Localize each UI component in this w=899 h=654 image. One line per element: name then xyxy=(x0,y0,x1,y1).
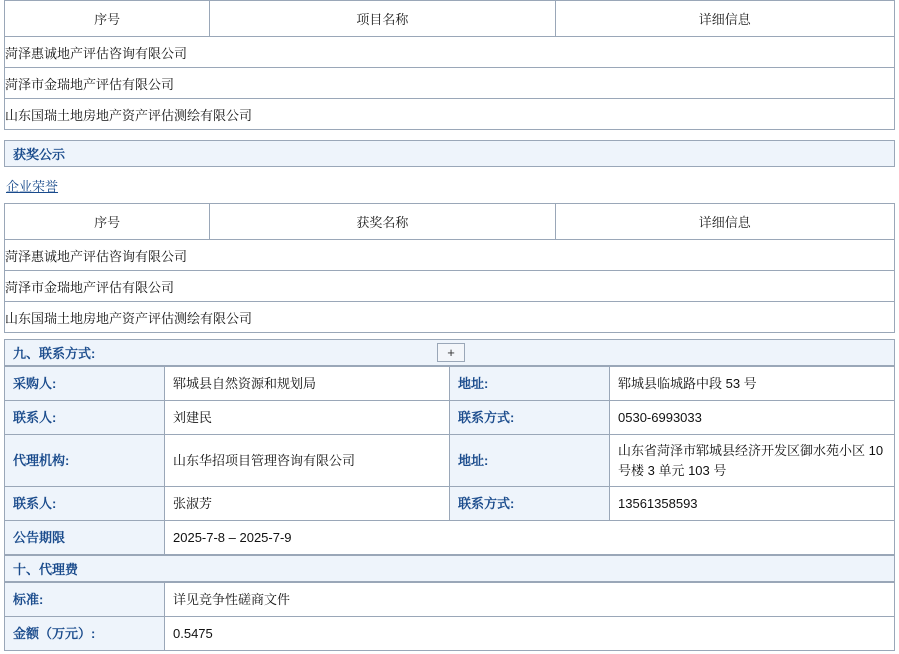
company-honor-line xyxy=(4,167,895,203)
project-row-text: 山东国瑞土地房地产资产评估测绘有限公司 xyxy=(5,99,895,130)
award-row-text: 山东国瑞土地房地产资产评估测绘有限公司 xyxy=(5,302,895,333)
notice-period-value: 2025-7-8 – 2025-7-9 xyxy=(165,521,895,555)
project-table xyxy=(4,0,895,130)
award-table-header-row xyxy=(5,204,895,240)
project-table-header-row xyxy=(5,1,895,37)
agency-phone-value: 13561358593 xyxy=(610,487,895,521)
project-row-text: 菏泽市金瑞地产评估有限公司 xyxy=(5,68,895,99)
fee-standard-label: 标准: xyxy=(5,583,165,617)
table-row xyxy=(5,99,895,130)
award-col-no: 序号 xyxy=(5,204,210,240)
fee-amount-label: 金额（万元）: xyxy=(5,617,165,651)
purchaser-contact-value: 刘建民 xyxy=(165,401,450,435)
award-row-text: 菏泽惠诚地产评估咨询有限公司 xyxy=(5,240,895,271)
purchaser-phone-label: 联系方式: xyxy=(450,401,610,435)
table-row xyxy=(5,68,895,99)
agency-address-label: 地址: xyxy=(450,435,610,487)
table-row xyxy=(5,302,895,333)
fee-standard-value: 详见竞争性磋商文件 xyxy=(165,583,895,617)
agency-phone-label: 联系方式: xyxy=(450,487,610,521)
company-honor-link[interactable]: 企业荣誉 xyxy=(6,179,59,194)
purchaser-phone-value: 0530-6993033 xyxy=(610,401,895,435)
table-row xyxy=(5,367,895,401)
award-row-text: 菏泽市金瑞地产评估有限公司 xyxy=(5,271,895,302)
table-row xyxy=(5,240,895,271)
award-col-name: 获奖名称 xyxy=(210,204,555,240)
agency-label: 代理机构: xyxy=(5,435,165,487)
agency-address-value: 山东省菏泽市郓城县经济开发区御水苑小区 10 号楼 3 单元 103 号 xyxy=(610,435,895,487)
purchaser-label: 采购人: xyxy=(5,367,165,401)
table-row xyxy=(5,521,895,555)
purchaser-address-value: 郓城县临城路中段 53 号 xyxy=(610,367,895,401)
table-row xyxy=(5,583,895,617)
table-row xyxy=(5,617,895,651)
table-row xyxy=(5,435,895,487)
project-col-no: 序号 xyxy=(5,1,210,37)
award-col-info: 详细信息 xyxy=(555,204,894,240)
project-row-text: 菏泽惠诚地产评估咨询有限公司 xyxy=(5,37,895,68)
fee-table xyxy=(4,582,895,651)
table-row xyxy=(5,487,895,521)
fee-amount-value: 0.5475 xyxy=(165,617,895,651)
fee-section-title: 十、代理费 xyxy=(13,562,79,577)
expand-plus-button[interactable]: + xyxy=(437,343,465,362)
spacer xyxy=(4,130,895,140)
table-row xyxy=(5,37,895,68)
table-row xyxy=(5,271,895,302)
contact-table xyxy=(4,366,895,555)
award-table xyxy=(4,203,895,333)
contact-section-bar xyxy=(4,339,895,366)
purchaser-address-label: 地址: xyxy=(450,367,610,401)
project-col-info: 详细信息 xyxy=(555,1,894,37)
award-section-bar xyxy=(4,140,895,167)
agency-contact-value: 张淑芳 xyxy=(165,487,450,521)
notice-period-label: 公告期限 xyxy=(5,521,165,555)
contact-section-title: 九、联系方式: xyxy=(13,346,96,361)
purchaser-value: 郓城县自然资源和规划局 xyxy=(165,367,450,401)
agency-contact-label: 联系人: xyxy=(5,487,165,521)
project-col-name: 项目名称 xyxy=(210,1,555,37)
purchaser-contact-label: 联系人: xyxy=(5,401,165,435)
agency-value: 山东华招项目管理咨询有限公司 xyxy=(165,435,450,487)
table-row xyxy=(5,401,895,435)
award-section-title: 获奖公示 xyxy=(13,147,66,162)
fee-section-bar xyxy=(4,555,895,582)
